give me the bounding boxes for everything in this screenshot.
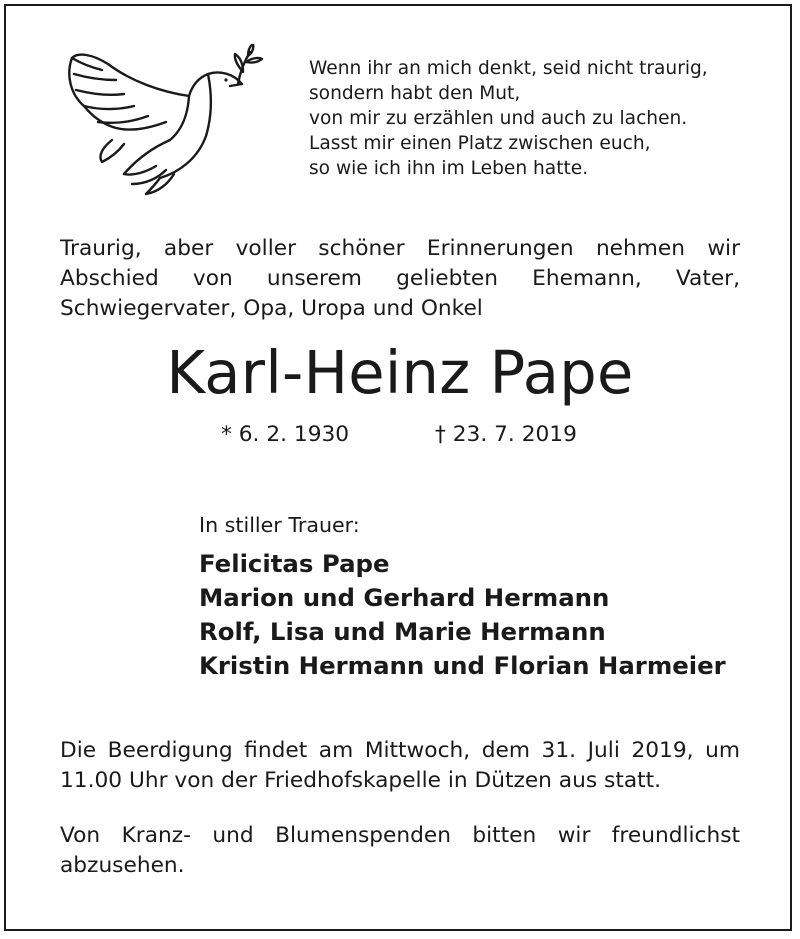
poem-line: von mir zu erzählen und auch zu lachen. [309,108,688,129]
intro-text: Traurig, aber voller schöner Erinnerungen nehmen wir Abschied von unserem geliebten Ehemann, Vater, Schwiegervater, Opa, Uropa und Onkel [60,236,740,321]
mourners-list [199,547,726,683]
funeral-notice: Die Beerdigung findet am Mittwoch, dem 31. Juli 2019, um 11.00 Uhr von der Friedhofskapelle in Dützen aus statt. [60,738,740,793]
poem [309,56,708,181]
birth-date: * 6. 2. 1930 [221,422,350,447]
dove-icon [62,44,282,196]
poem-line: Lasst mir einen Platz zwischen euch, [309,133,651,154]
mourner-name: Felicitas Pape [199,549,390,578]
mourners-label: In stiller Trauer: [199,513,360,537]
mourner-name: Rolf, Lisa und Marie Hermann [199,617,606,646]
poem-line: Wenn ihr an mich denkt, seid nicht traurig, [309,58,708,79]
flowers-notice: Von Kranz- und Blumenspenden bitten wir freundlichst abzusehen. [60,823,740,878]
death-date: † 23. 7. 2019 [435,422,577,447]
poem-line: so wie ich ihn im Leben hatte. [309,158,589,179]
mourner-name: Kristin Hermann und Florian Harmeier [199,651,726,680]
mourner-name: Marion und Gerhard Hermann [199,583,610,612]
deceased-name: Karl-Heinz Pape [166,338,634,407]
poem-line: sondern habt den Mut, [309,83,521,104]
